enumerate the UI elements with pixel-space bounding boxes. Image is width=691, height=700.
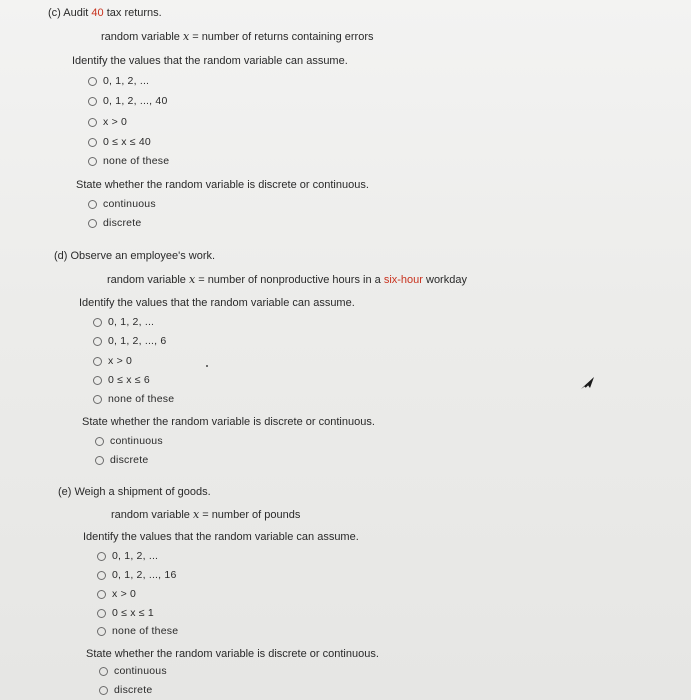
part-e-label: (e) Weigh a shipment of goods. [58,486,211,498]
part-d-values-option[interactable]: 0, 1, 2, ... [93,316,154,328]
part-d-label: (d) Observe an employee's work. [54,250,216,262]
part-d-type-prompt: State whether the random variable is discrete or continuous. [82,416,375,428]
radio-circle[interactable] [97,552,106,561]
part-c-random-variable: random variable x = number of returns containing errors [101,30,374,43]
radio-circle[interactable] [99,686,108,695]
radio-circle[interactable] [88,77,97,86]
part-d-values-option[interactable]: none of these [93,393,174,405]
part-c-values-option[interactable]: 0, 1, 2, ..., 40 [88,95,168,107]
part-c-type-option[interactable]: continuous [88,198,156,210]
part-c-values-prompt: Identify the values that the random variable can assume. [72,55,348,67]
part-d-type-option[interactable]: continuous [95,435,163,447]
radio-circle[interactable] [97,609,106,618]
mouse-pointer-icon [578,373,598,393]
radio-circle[interactable] [88,97,97,106]
part-d-random-variable: random variable x = number of nonproductive hours in a six-hour workday [107,273,467,286]
part-e-type-prompt: State whether the random variable is discrete or continuous. [86,648,379,660]
part-c-values-option[interactable]: x > 0 [88,116,127,128]
part-c-values-option[interactable]: none of these [88,155,169,167]
part-c-values-option[interactable]: 0, 1, 2, ... [88,75,149,87]
radio-circle[interactable] [97,627,106,636]
radio-circle[interactable] [93,337,102,346]
part-d-type-option[interactable]: discrete [95,454,148,466]
part-d-values-prompt: Identify the values that the random variable can assume. [79,297,355,309]
radio-circle[interactable] [95,437,104,446]
part-e-values-option[interactable]: 0 ≤ x ≤ 1 [97,607,154,619]
radio-circle[interactable] [88,157,97,166]
radio-circle[interactable] [88,200,97,209]
part-d-values-option[interactable]: 0, 1, 2, ..., 6 [93,335,166,347]
radio-circle[interactable] [95,456,104,465]
part-e-values-prompt: Identify the values that the random variable can assume. [83,531,359,543]
radio-circle[interactable] [88,138,97,147]
part-c-type-option[interactable]: discrete [88,217,141,229]
part-d-values-option[interactable]: x > 0 [93,355,132,367]
part-e-values-option[interactable]: 0, 1, 2, ... [97,550,158,562]
part-d-values-option[interactable]: 0 ≤ x ≤ 6 [93,374,150,386]
part-e-values-option[interactable]: 0, 1, 2, ..., 16 [97,569,177,581]
radio-circle[interactable] [97,590,106,599]
part-c-values-option[interactable]: 0 ≤ x ≤ 40 [88,136,151,148]
part-e-values-option[interactable]: none of these [97,625,178,637]
part-e-type-option[interactable]: discrete [99,684,152,696]
part-e-type-option[interactable]: continuous [99,665,167,677]
radio-circle[interactable] [93,376,102,385]
part-c-label: (c) Audit 40 tax returns. [48,7,162,19]
stray-dot [206,365,208,367]
radio-circle[interactable] [93,318,102,327]
part-c-type-prompt: State whether the random variable is discrete or continuous. [76,179,369,191]
radio-circle[interactable] [97,571,106,580]
radio-circle[interactable] [93,357,102,366]
radio-circle[interactable] [88,219,97,228]
radio-circle[interactable] [99,667,108,676]
part-e-values-option[interactable]: x > 0 [97,588,136,600]
radio-circle[interactable] [88,118,97,127]
radio-circle[interactable] [93,395,102,404]
part-e-random-variable: random variable x = number of pounds [111,508,301,521]
